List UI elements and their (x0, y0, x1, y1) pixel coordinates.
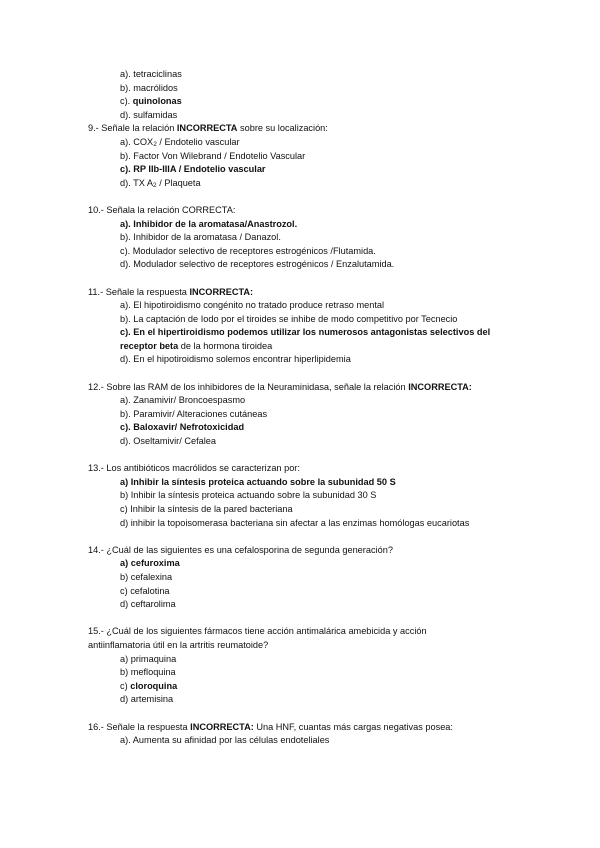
question-emphasis: INCORRECTA: (408, 381, 472, 392)
question-emphasis: INCORRECTA: (190, 721, 254, 732)
q10-option-d: d). Modulador selectivo de receptores estrogénicos / Enzalutamida. (120, 259, 395, 270)
q8-option-c (120, 95, 600, 109)
q13-option-b: b) Inhibir la síntesis proteica actuando sobre la subunidad 30 S (120, 490, 377, 501)
q11-option-b: b). La captación de Iodo por el tiroides se inhibe de modo competitivo por Tecnecio (120, 313, 458, 324)
q9-option-a (120, 136, 600, 150)
option-text: a). COX (120, 136, 154, 147)
subscript: 2 (153, 140, 157, 148)
q15-option-b: b) mefloquina (120, 667, 176, 678)
q12-option-b: b). Paramivir/ Alteraciones cutáneas (120, 408, 268, 419)
option-prefix: c) (120, 680, 131, 691)
question-15-line-2: antiinflamatoria útil en la artritis reumatoide? (88, 639, 269, 650)
q13-option-d: d) inhibir la topoisomerasa bacteriana sin afectar a las enzimas homólogas eucariotas (120, 517, 470, 528)
question-text: 12.- Sobre las RAM de los inhibidores de la Neuraminidasa, señale la relación (88, 381, 409, 392)
question-text: 16.- Señale la respuesta (88, 721, 191, 732)
correct-answer: cloroquina (130, 680, 178, 691)
question-text: 9.- Señale la relación (88, 123, 177, 134)
q14-option-a: a) cefuroxima (120, 558, 180, 569)
subscript: 2 (153, 181, 157, 189)
q8-option-b: b). macrólidos (120, 82, 178, 93)
q14-option-d: d) ceftarolima (120, 599, 176, 610)
correct-answer: quinolonas (132, 96, 182, 107)
q8-option-d: d). sulfamidas (120, 109, 178, 120)
q11-option-a: a). El hipotiroidismo congénito no tratado produce retraso mental (120, 300, 385, 311)
q15-option-c (120, 680, 600, 694)
question-13: 13.- Los antibióticos macrólidos se caracterizan por: (88, 463, 300, 474)
q12-option-a: a). Zanamivir/ Broncoespasmo (120, 395, 246, 406)
q15-option-d: d) artemisina (120, 694, 174, 705)
q9-option-b: b). Factor Von Wilebrand / Endotelio Vascular (120, 150, 306, 161)
question-9 (88, 122, 600, 136)
question-text: sobre su localización: (237, 123, 328, 134)
q13-option-a: a) Inhibir la síntesis proteica actuando sobre la subunidad 50 S (120, 476, 396, 487)
q16-option-a: a). Aumenta su afinidad por las células endoteliales (120, 735, 330, 746)
correct-answer: c). En el hipertiroidismo podemos utilizar los numerosos antagonistas selectivos del receptor beta (120, 327, 491, 351)
q14-option-c: c) cefalotina (120, 585, 170, 596)
option-text: / Plaqueta (156, 177, 201, 188)
question-emphasis: INCORRECTA (176, 123, 238, 134)
question-text: 11.- Señale la respuesta (88, 286, 190, 297)
q12-option-c: c). Baloxavir/ Nefrotoxicidad (120, 422, 245, 433)
q13-option-c: c) Inhibir la síntesis de la pared bacteriana (120, 504, 293, 514)
option-text: de la hormona tiroidea (178, 340, 273, 351)
question-text: Una HNF, cuantas más cargas negativas posea: (253, 721, 453, 732)
exam-page (0, 68, 600, 748)
question-14: 14.- ¿Cuál de las siguientes es una cefalosporina de segunda generación? (88, 544, 393, 555)
question-11 (88, 286, 600, 300)
q10-option-a: a). Inhibidor de la aromatasa/Anastrozol. (120, 218, 298, 229)
option-prefix: c). (120, 96, 133, 107)
q14-option-b: b) cefalexina (120, 571, 173, 582)
question-15-line-1: 15.- ¿Cuál de los siguientes fármacos tiene acción antimalárica amebicida y acción (88, 626, 427, 637)
q12-option-d: d). Oseltamivir/ Cefalea (120, 436, 216, 447)
question-10: 10.- Señala la relación CORRECTA: (88, 204, 236, 215)
q11-option-c (120, 326, 520, 353)
q9-option-d (120, 177, 600, 191)
option-text: d). TX A (120, 177, 154, 188)
question-16 (88, 721, 600, 735)
option-text: / Endotelio vascular (156, 136, 240, 147)
question-emphasis: INCORRECTA: (189, 286, 254, 297)
q8-option-a: a). tetraciclinas (120, 69, 182, 79)
q9-option-c: c). RP IIb-IIIA / Endotelio vascular (120, 164, 266, 175)
q10-option-c: c). Modulador selectivo de receptores estrogénicos /Flutamida. (120, 245, 376, 256)
question-12 (88, 381, 600, 395)
q10-option-b: b). Inhibidor de la aromatasa / Danazol. (120, 232, 281, 243)
q15-option-a: a) primaquina (120, 653, 177, 664)
q11-option-d: d). En el hipotiroidismo solemos encontrar hiperlipidemia (120, 354, 351, 365)
